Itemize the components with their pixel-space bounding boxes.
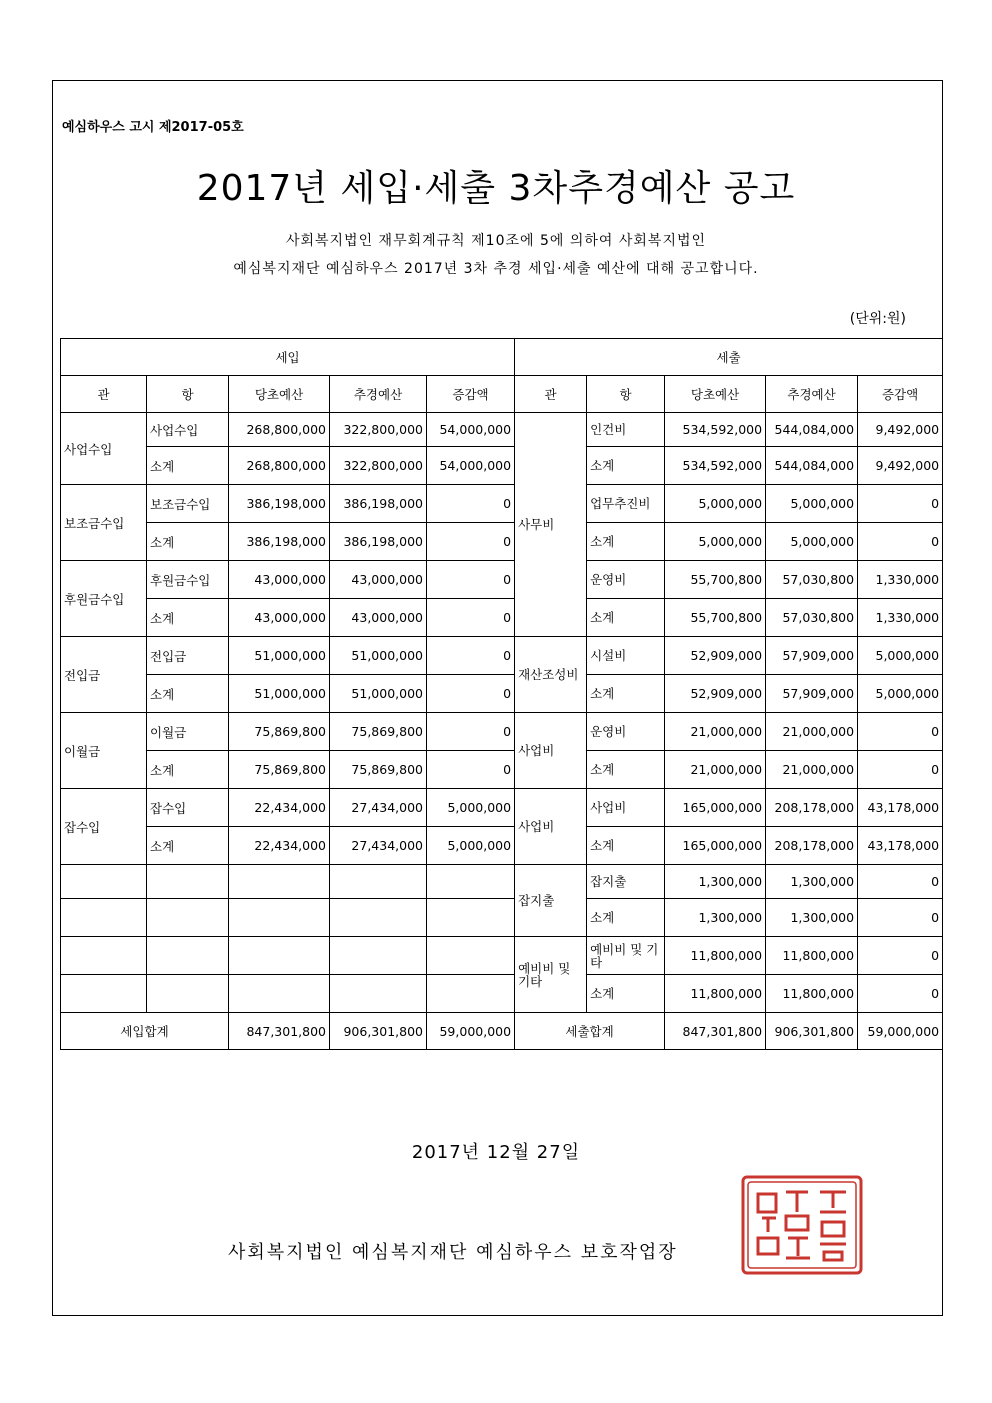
revenue-amount-cell: 386,198,000 <box>330 485 427 523</box>
revenue-amount-cell: 43,000,000 <box>330 599 427 637</box>
revenue-hang-cell: 소계 <box>147 447 229 485</box>
column-header: 항 <box>147 376 229 413</box>
expense-amount-cell: 5,000,000 <box>766 485 858 523</box>
column-header: 추경예산 <box>766 376 858 413</box>
expense-amount-cell: 165,000,000 <box>665 827 766 865</box>
expense-amount-cell: 208,178,000 <box>766 789 858 827</box>
expense-gwan-cell: 예비비 및 기타 <box>515 937 587 1013</box>
revenue-hang-cell: 소계 <box>147 599 229 637</box>
revenue-gwan-cell: 사업수입 <box>61 413 147 485</box>
revenue-gwan-cell: 후원금수입 <box>61 561 147 637</box>
expense-amount-cell: 55,700,800 <box>665 561 766 599</box>
revenue-amount-cell: 0 <box>427 561 515 599</box>
revenue-gwan-cell: 잡수입 <box>61 789 147 865</box>
revenue-amount-cell: 0 <box>427 675 515 713</box>
expense-amount-cell: 1,330,000 <box>858 561 943 599</box>
empty-cell <box>427 975 515 1013</box>
empty-cell <box>147 975 229 1013</box>
empty-cell <box>147 865 229 899</box>
revenue-hang-cell: 소계 <box>147 751 229 789</box>
empty-cell <box>61 937 147 975</box>
expense-amount-cell: 5,000,000 <box>858 637 943 675</box>
revenue-amount-cell: 27,434,000 <box>330 827 427 865</box>
empty-cell <box>147 937 229 975</box>
expense-hang-cell: 소계 <box>587 751 665 789</box>
budget-table <box>60 338 943 1050</box>
expense-hang-cell: 소계 <box>587 447 665 485</box>
empty-cell <box>229 975 330 1013</box>
revenue-amount-cell: 0 <box>427 637 515 675</box>
expense-amount-cell: 57,909,000 <box>766 637 858 675</box>
revenue-gwan-cell: 이월금 <box>61 713 147 789</box>
expense-hang-cell: 예비비 및 기타 <box>587 937 665 975</box>
column-header: 증감액 <box>858 376 943 413</box>
expense-hang-cell: 소계 <box>587 523 665 561</box>
revenue-amount-cell: 22,434,000 <box>229 789 330 827</box>
organization-name: 사회복지법인 예심복지재단 예심하우스 보호작업장 <box>228 1242 678 1263</box>
revenue-amount-cell: 322,800,000 <box>330 447 427 485</box>
expense-gwan-cell: 사무비 <box>515 413 587 637</box>
empty-cell <box>427 865 515 899</box>
expense-amount-cell: 21,000,000 <box>766 713 858 751</box>
expense-amount-cell: 0 <box>858 523 943 561</box>
revenue-amount-cell: 268,800,000 <box>229 413 330 447</box>
revenue-amount-cell: 0 <box>427 713 515 751</box>
expense-amount-cell: 0 <box>858 975 943 1013</box>
expense-header: 세출 <box>515 339 943 376</box>
notice-number: 예심하우스 고시 제2017-05호 <box>62 120 244 135</box>
revenue-amount-cell: 22,434,000 <box>229 827 330 865</box>
expense-amount-cell: 57,030,800 <box>766 599 858 637</box>
revenue-total-value: 59,000,000 <box>427 1013 515 1050</box>
empty-cell <box>61 865 147 899</box>
expense-amount-cell: 11,800,000 <box>766 975 858 1013</box>
expense-amount-cell: 9,492,000 <box>858 413 943 447</box>
expense-amount-cell: 5,000,000 <box>766 523 858 561</box>
revenue-hang-cell: 후원금수입 <box>147 561 229 599</box>
expense-amount-cell: 0 <box>858 713 943 751</box>
revenue-total-value: 906,301,800 <box>330 1013 427 1050</box>
expense-amount-cell: 52,909,000 <box>665 637 766 675</box>
expense-amount-cell: 52,909,000 <box>665 675 766 713</box>
expense-gwan-cell: 사업비 <box>515 713 587 789</box>
revenue-hang-cell: 보조금수입 <box>147 485 229 523</box>
revenue-amount-cell: 5,000,000 <box>427 827 515 865</box>
empty-cell <box>229 937 330 975</box>
expense-amount-cell: 43,178,000 <box>858 789 943 827</box>
revenue-amount-cell: 322,800,000 <box>330 413 427 447</box>
expense-amount-cell: 11,800,000 <box>665 975 766 1013</box>
expense-amount-cell: 57,030,800 <box>766 561 858 599</box>
table-row <box>61 937 943 975</box>
revenue-hang-cell: 소계 <box>147 827 229 865</box>
unit-label: (단위:원) <box>849 311 906 327</box>
expense-amount-cell: 1,300,000 <box>766 865 858 899</box>
table-row <box>61 637 943 675</box>
revenue-amount-cell: 0 <box>427 485 515 523</box>
revenue-amount-cell: 0 <box>427 751 515 789</box>
revenue-hang-cell: 전입금 <box>147 637 229 675</box>
expense-total-value: 59,000,000 <box>858 1013 943 1050</box>
revenue-amount-cell: 75,869,800 <box>229 713 330 751</box>
column-header: 관 <box>515 376 587 413</box>
table-row <box>61 413 943 447</box>
expense-amount-cell: 9,492,000 <box>858 447 943 485</box>
column-header: 항 <box>587 376 665 413</box>
revenue-gwan-cell: 전입금 <box>61 637 147 713</box>
expense-total-label: 세출합계 <box>515 1013 665 1050</box>
expense-amount-cell: 1,300,000 <box>766 899 858 937</box>
expense-amount-cell: 1,300,000 <box>665 865 766 899</box>
revenue-hang-cell: 이월금 <box>147 713 229 751</box>
expense-amount-cell: 55,700,800 <box>665 599 766 637</box>
table-row <box>61 827 943 865</box>
revenue-amount-cell: 54,000,000 <box>427 447 515 485</box>
table-row <box>61 485 943 523</box>
expense-amount-cell: 5,000,000 <box>858 675 943 713</box>
page-title: 2017년 세입·세출 3차추경예산 공고 <box>196 168 796 209</box>
revenue-amount-cell: 75,869,800 <box>330 713 427 751</box>
empty-cell <box>229 865 330 899</box>
expense-hang-cell: 소계 <box>587 827 665 865</box>
expense-hang-cell: 운영비 <box>587 713 665 751</box>
revenue-amount-cell: 43,000,000 <box>330 561 427 599</box>
column-header: 추경예산 <box>330 376 427 413</box>
expense-amount-cell: 534,592,000 <box>665 447 766 485</box>
table-column-header-row <box>61 376 943 413</box>
revenue-amount-cell: 0 <box>427 599 515 637</box>
expense-gwan-cell: 재산조성비 <box>515 637 587 713</box>
table-row <box>61 675 943 713</box>
revenue-amount-cell: 0 <box>427 523 515 561</box>
expense-amount-cell: 5,000,000 <box>665 523 766 561</box>
expense-amount-cell: 11,800,000 <box>665 937 766 975</box>
revenue-amount-cell: 5,000,000 <box>427 789 515 827</box>
revenue-amount-cell: 75,869,800 <box>330 751 427 789</box>
revenue-amount-cell: 386,198,000 <box>229 485 330 523</box>
expense-amount-cell: 0 <box>858 485 943 523</box>
expense-hang-cell: 인건비 <box>587 413 665 447</box>
revenue-total-value: 847,301,800 <box>229 1013 330 1050</box>
expense-hang-cell: 잡지출 <box>587 865 665 899</box>
empty-cell <box>229 899 330 937</box>
table-row <box>61 447 943 485</box>
empty-cell <box>147 899 229 937</box>
revenue-amount-cell: 268,800,000 <box>229 447 330 485</box>
official-seal-icon <box>740 1174 864 1276</box>
column-header: 증감액 <box>427 376 515 413</box>
revenue-amount-cell: 51,000,000 <box>229 637 330 675</box>
revenue-amount-cell: 51,000,000 <box>330 637 427 675</box>
empty-cell <box>330 975 427 1013</box>
revenue-total-label: 세입합계 <box>61 1013 229 1050</box>
expense-hang-cell: 소계 <box>587 899 665 937</box>
revenue-amount-cell: 386,198,000 <box>330 523 427 561</box>
table-row <box>61 751 943 789</box>
table-row <box>61 975 943 1013</box>
expense-amount-cell: 5,000,000 <box>665 485 766 523</box>
empty-cell <box>427 937 515 975</box>
expense-amount-cell: 21,000,000 <box>766 751 858 789</box>
column-header: 당초예산 <box>665 376 766 413</box>
column-header: 당초예산 <box>229 376 330 413</box>
expense-hang-cell: 소계 <box>587 675 665 713</box>
empty-cell <box>330 865 427 899</box>
expense-amount-cell: 1,300,000 <box>665 899 766 937</box>
notice-date: 2017년 12월 27일 <box>411 1142 581 1163</box>
expense-hang-cell: 소계 <box>587 975 665 1013</box>
empty-cell <box>427 899 515 937</box>
revenue-hang-cell: 소계 <box>147 675 229 713</box>
table-row <box>61 865 943 899</box>
expense-hang-cell: 시설비 <box>587 637 665 675</box>
empty-cell <box>61 899 147 937</box>
expense-amount-cell: 43,178,000 <box>858 827 943 865</box>
expense-hang-cell: 소계 <box>587 599 665 637</box>
table-row <box>61 899 943 937</box>
expense-amount-cell: 0 <box>858 899 943 937</box>
expense-amount-cell: 57,909,000 <box>766 675 858 713</box>
expense-amount-cell: 21,000,000 <box>665 751 766 789</box>
table-row <box>61 561 943 599</box>
revenue-hang-cell: 소계 <box>147 523 229 561</box>
expense-amount-cell: 1,330,000 <box>858 599 943 637</box>
empty-cell <box>330 937 427 975</box>
empty-cell <box>330 899 427 937</box>
expense-gwan-cell: 사업비 <box>515 789 587 865</box>
expense-amount-cell: 165,000,000 <box>665 789 766 827</box>
expense-total-value: 847,301,800 <box>665 1013 766 1050</box>
expense-amount-cell: 544,084,000 <box>766 413 858 447</box>
expense-total-value: 906,301,800 <box>766 1013 858 1050</box>
expense-amount-cell: 11,800,000 <box>766 937 858 975</box>
expense-amount-cell: 0 <box>858 937 943 975</box>
expense-gwan-cell: 잡지출 <box>515 865 587 937</box>
revenue-amount-cell: 75,869,800 <box>229 751 330 789</box>
revenue-amount-cell: 386,198,000 <box>229 523 330 561</box>
revenue-amount-cell: 43,000,000 <box>229 599 330 637</box>
table-row <box>61 713 943 751</box>
empty-cell <box>61 975 147 1013</box>
expense-hang-cell: 운영비 <box>587 561 665 599</box>
table-row <box>61 789 943 827</box>
expense-amount-cell: 0 <box>858 751 943 789</box>
table-row <box>61 523 943 561</box>
description-line-1: 사회복지법인 재무회계규칙 제10조에 5에 의하여 사회복지법인 <box>285 233 707 249</box>
revenue-amount-cell: 54,000,000 <box>427 413 515 447</box>
expense-hang-cell: 사업비 <box>587 789 665 827</box>
revenue-hang-cell: 사업수입 <box>147 413 229 447</box>
revenue-amount-cell: 27,434,000 <box>330 789 427 827</box>
description-line-2: 예심복지재단 예심하우스 2017년 3차 추경 세입·세출 예산에 대해 공고합니다. <box>233 261 759 277</box>
revenue-header: 세입 <box>61 339 515 376</box>
column-header: 관 <box>61 376 147 413</box>
table-header-row <box>61 339 943 376</box>
expense-amount-cell: 21,000,000 <box>665 713 766 751</box>
expense-amount-cell: 0 <box>858 865 943 899</box>
expense-hang-cell: 업무추진비 <box>587 485 665 523</box>
revenue-amount-cell: 51,000,000 <box>229 675 330 713</box>
expense-amount-cell: 544,084,000 <box>766 447 858 485</box>
revenue-hang-cell: 잡수입 <box>147 789 229 827</box>
revenue-amount-cell: 43,000,000 <box>229 561 330 599</box>
revenue-amount-cell: 51,000,000 <box>330 675 427 713</box>
revenue-gwan-cell: 보조금수입 <box>61 485 147 561</box>
table-row <box>61 599 943 637</box>
table-total-row <box>61 1013 943 1050</box>
expense-amount-cell: 534,592,000 <box>665 413 766 447</box>
expense-amount-cell: 208,178,000 <box>766 827 858 865</box>
